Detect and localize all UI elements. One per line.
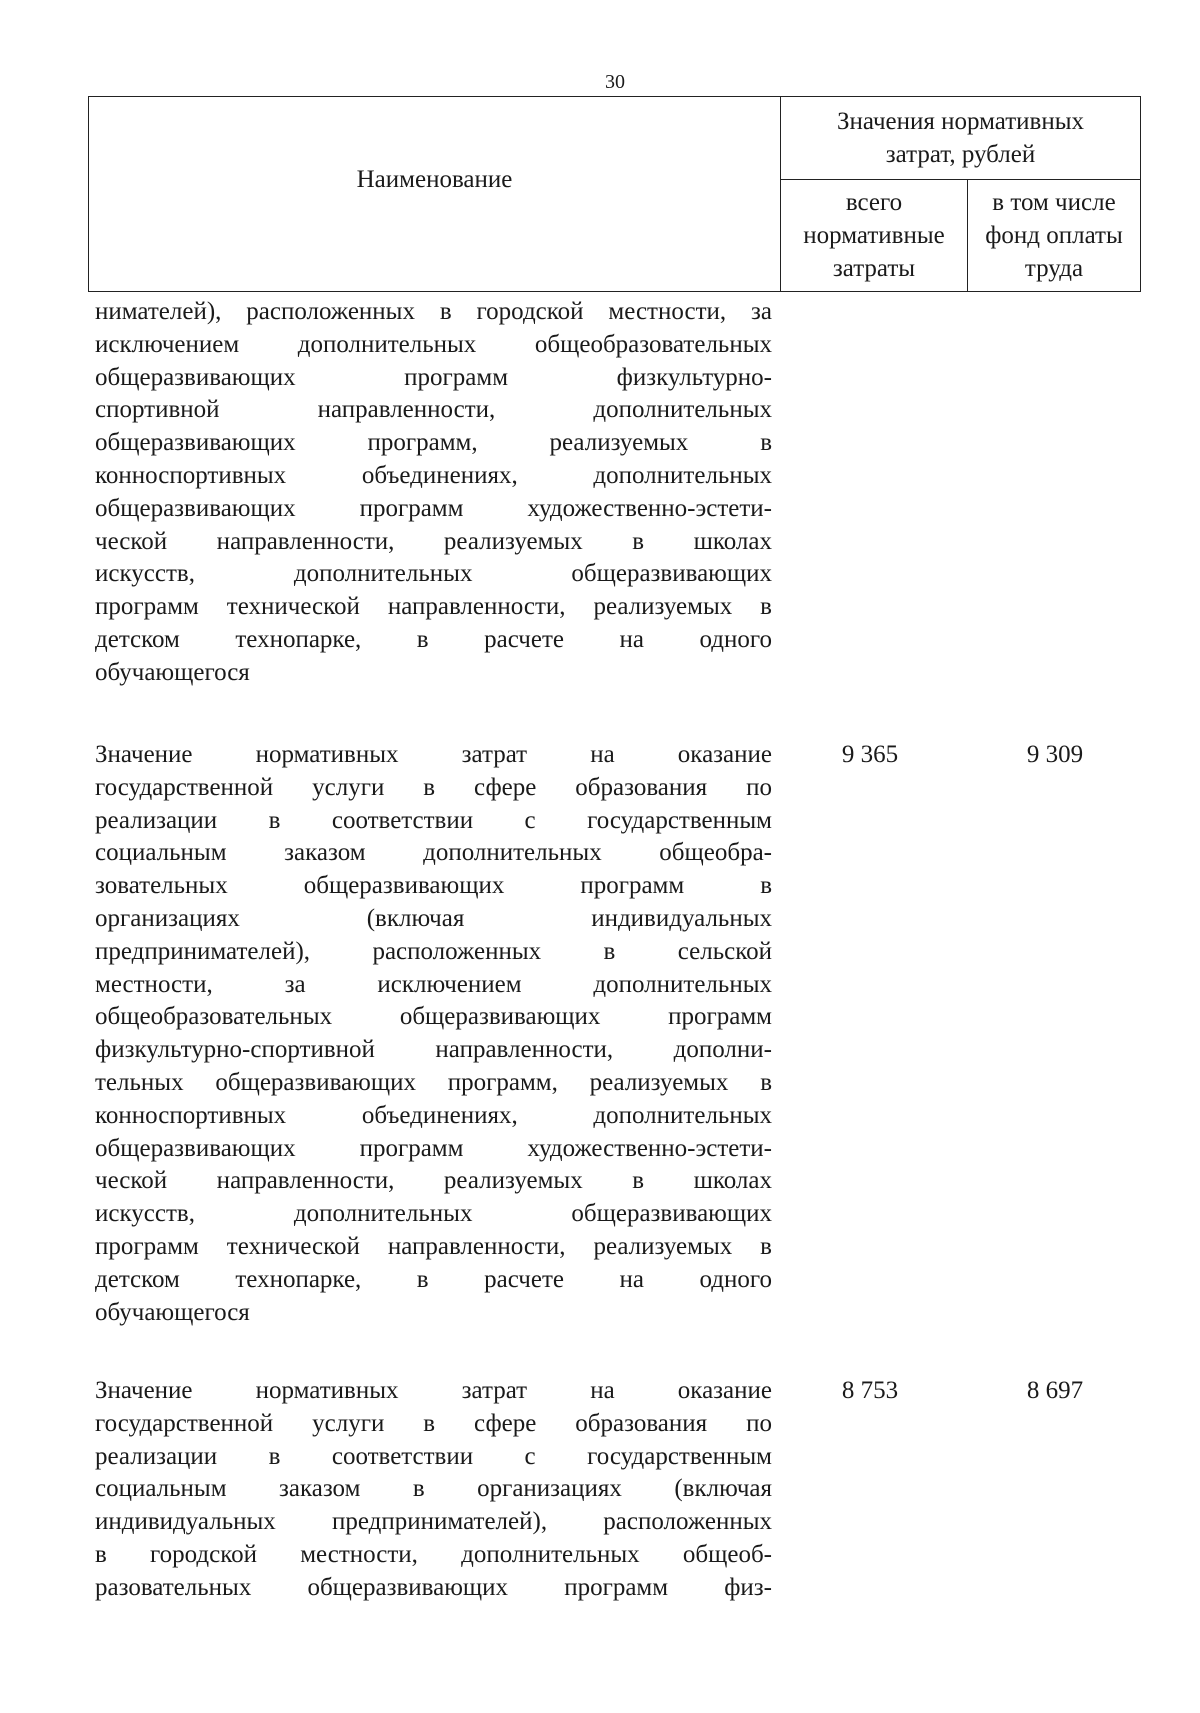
- text-line: спортивной направленности, дополнительных: [95, 396, 772, 424]
- column-header-fund-line: фонд оплаты: [985, 222, 1123, 249]
- text-line: реализации в соответствии с государственным: [95, 806, 772, 834]
- column-header-values: [781, 97, 1140, 180]
- page-number: 30: [605, 71, 625, 93]
- text-line: физкультурно-спортивной направленности, дополни-: [95, 1036, 772, 1064]
- column-header-total-line: затраты: [832, 255, 916, 282]
- column-header-name: Наименование: [89, 97, 781, 291]
- text-line: тельных общеразвивающих программ, реализуемых в: [95, 1068, 772, 1096]
- text-line: социальным заказом дополнительных общеобра-: [95, 839, 772, 867]
- text-line: общеобразовательных общеразвивающих программ: [95, 1003, 772, 1031]
- text-line: государственной услуги в сфере образования по: [95, 1409, 772, 1437]
- column-header-fund-line: в том числе: [992, 189, 1116, 216]
- text-line: общеразвивающих программ художественно-эстети-: [95, 1134, 772, 1162]
- value-total: 8 753: [841, 1377, 899, 1404]
- text-line: программ технической направленности, реализуемых в: [95, 1232, 772, 1260]
- text-line: ческой направленности, реализуемых в школах: [95, 1167, 772, 1195]
- text-line: государственной услуги в сфере образования по: [95, 773, 772, 801]
- column-header-values-line: затрат, рублей: [885, 141, 1036, 168]
- text-line: обучающегося: [95, 658, 250, 686]
- column-header-total-line: всего: [845, 189, 903, 216]
- column-header-total: [781, 180, 968, 291]
- text-line: Значение нормативных затрат на оказание: [95, 1377, 772, 1404]
- text-line: программ технической направленности, реализуемых в: [95, 593, 772, 621]
- text-line: организациях (включая индивидуальных: [95, 904, 772, 932]
- column-header-fund-line: труда: [1024, 255, 1084, 282]
- text-line: ческой направленности, реализуемых в школах: [95, 527, 772, 555]
- table-row-name: [95, 739, 772, 1329]
- text-line: конноспортивных объединениях, дополнительных: [95, 461, 772, 489]
- table-row-name: [95, 296, 772, 690]
- table-row-name: [95, 1375, 772, 1605]
- text-line: социальным заказом в организациях (включая: [95, 1475, 772, 1503]
- text-line: общеразвивающих программ, реализуемых в: [95, 429, 772, 457]
- column-header-values-line: Значения нормативных: [836, 108, 1085, 135]
- text-line: в городской местности, дополнительных общеоб-: [95, 1540, 772, 1568]
- text-line: детском технопарке, в расчете на одного: [95, 1265, 772, 1293]
- text-line: исключением дополнительных общеобразовательных: [95, 330, 772, 358]
- value-total: 9 365: [841, 741, 899, 768]
- text-line: общеразвивающих программ физкультурно-: [95, 363, 772, 391]
- text-line: зовательных общеразвивающих программ в: [95, 872, 772, 900]
- column-header-fund: [968, 180, 1140, 291]
- text-line: обучающегося: [95, 1298, 250, 1326]
- value-fund: 9 309: [1026, 741, 1084, 768]
- text-line: реализации в соответствии с государственным: [95, 1442, 772, 1470]
- text-line: конноспортивных объединениях, дополнительных: [95, 1101, 772, 1129]
- column-header-total-line: нормативные: [803, 222, 945, 249]
- text-line: искусств, дополнительных общеразвивающих: [95, 1200, 772, 1228]
- text-line: предпринимателей), расположенных в сельской: [95, 937, 772, 965]
- text-line: индивидуальных предпринимателей), расположенных: [95, 1508, 772, 1536]
- text-line: искусств, дополнительных общеразвивающих: [95, 560, 772, 588]
- text-line: детском технопарке, в расчете на одного: [95, 625, 772, 653]
- text-line: местности, за исключением дополнительных: [95, 970, 772, 998]
- text-line: общеразвивающих программ художественно-эстети-: [95, 494, 772, 522]
- table-header: [88, 96, 1141, 292]
- text-line: нимателей), расположенных в городской местности, за: [95, 298, 772, 325]
- value-fund: 8 697: [1026, 1377, 1084, 1404]
- text-line: Значение нормативных затрат на оказание: [95, 741, 772, 768]
- text-line: разовательных общеразвивающих программ физ-: [95, 1573, 772, 1601]
